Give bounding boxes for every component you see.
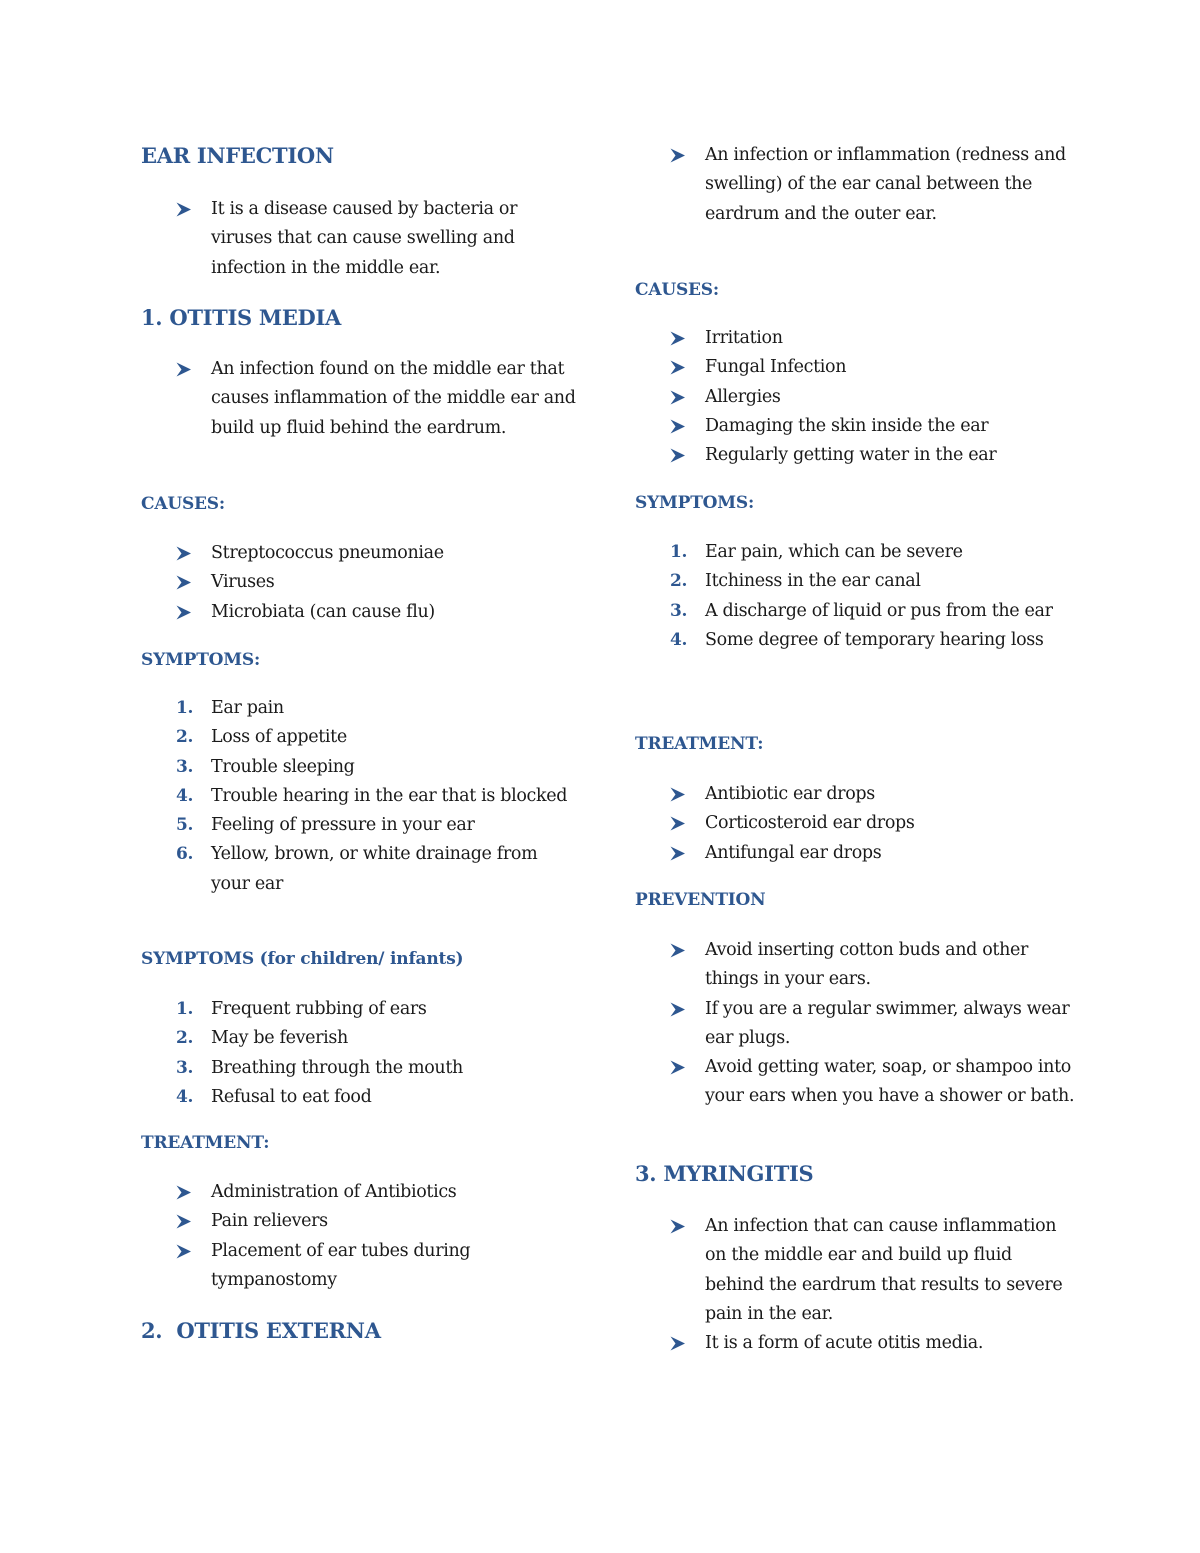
chevron-arrow-icon (669, 1212, 687, 1241)
list-number: 4. (176, 1086, 194, 1107)
chevron-arrow-icon (175, 539, 193, 568)
list-item-text: Irritation (705, 328, 783, 348)
chevron-arrow-icon (669, 1053, 687, 1082)
list-item (141, 1237, 581, 1296)
child-symptoms-block (141, 995, 581, 1112)
list-item-text: Antifungal ear drops (705, 842, 882, 863)
list-item (141, 539, 581, 568)
list-item (141, 1207, 581, 1236)
list-item (635, 1053, 1075, 1112)
subheading-treatment: TREATMENT: (141, 1133, 270, 1153)
section-heading-otitis-externa: 2. OTITIS EXTERNA (141, 1318, 381, 1343)
list-item (141, 811, 581, 840)
list-item (635, 538, 1075, 567)
chevron-arrow-icon (669, 441, 687, 470)
list-item (141, 840, 581, 899)
otitis-media-treatment-block (141, 1178, 581, 1295)
list-item (635, 839, 1075, 868)
subheading-symptoms: SYMPTOMS: (635, 493, 755, 513)
list-item (141, 753, 581, 782)
list-item-text: Breathing through the mouth (211, 1057, 463, 1078)
list-item-text: An infection found on the middle ear that causes inflammation of the middle ear and build up fluid behind the eardrum. (211, 359, 576, 438)
otitis-externa-treatment-block (635, 780, 1075, 868)
list-item-text: Pain relievers (211, 1211, 328, 1232)
chevron-arrow-icon (669, 839, 687, 868)
list-item-text: It is a form of acute otitis media. (705, 1333, 984, 1354)
prevention-block (635, 936, 1075, 1112)
list-item (141, 355, 581, 443)
otitis-media-causes-list (141, 539, 581, 627)
otitis-externa-heading-block (141, 1318, 381, 1343)
list-item-text: Placement of ear tubes during tympanostomy (211, 1240, 471, 1290)
otitis-media-description-block (141, 355, 581, 443)
otitis-media-causes-heading-block (141, 494, 225, 514)
list-item-text: Loss of appetite (211, 727, 347, 748)
subheading-causes: CAUSES: (635, 280, 719, 300)
list-number: 3. (670, 600, 688, 621)
chevron-arrow-icon (669, 412, 687, 441)
list-item-text: Streptococcus pneumoniae (211, 543, 444, 563)
intro-block (141, 195, 581, 283)
list-item (635, 383, 1075, 412)
otitis-media-symptoms-block (141, 694, 581, 899)
list-item-text: Trouble sleeping (211, 756, 355, 777)
list-item-text: Corticosteroid ear drops (705, 813, 915, 834)
list-item (141, 782, 581, 811)
list-number: 4. (176, 785, 194, 806)
list-item-text: Fungal Infection (705, 357, 847, 378)
chevron-arrow-icon (669, 809, 687, 838)
list-item (635, 441, 1075, 470)
chevron-arrow-icon (669, 1329, 687, 1358)
list-item (635, 353, 1075, 382)
list-item-text: An infection that can cause inflammation on the middle ear and build up fluid behind the eardrum that results to severe pain in the ear. (705, 1216, 1063, 1324)
list-item (635, 809, 1075, 838)
chevron-arrow-icon (669, 324, 687, 353)
chevron-arrow-icon (175, 568, 193, 597)
document-title: EAR INFECTION (141, 143, 334, 168)
otitis-media-causes-block (141, 539, 581, 627)
list-item-text: May be feverish (211, 1028, 348, 1049)
list-item (141, 1054, 581, 1083)
list-item-text: Regularly getting water in the ear (705, 445, 997, 466)
list-item (635, 936, 1075, 995)
list-item (141, 694, 581, 723)
list-number: 2. (176, 727, 194, 748)
otitis-externa-description-block (635, 141, 1075, 229)
child-symptoms-heading-block (141, 949, 463, 969)
list-item (141, 568, 581, 597)
myringitis-heading-block (635, 1161, 813, 1186)
otitis-externa-symptoms-block (635, 538, 1075, 655)
list-item-text: Trouble hearing in the ear that is blocked (211, 785, 568, 806)
chevron-arrow-icon (669, 383, 687, 412)
list-number: 4. (670, 629, 688, 650)
list-item-text: A discharge of liquid or pus from the ear (705, 600, 1053, 621)
list-item-text: An infection or inflammation (redness and swelling) of the ear canal between the eardrum and the outer ear. (705, 145, 1066, 224)
list-item (141, 1083, 581, 1112)
chevron-arrow-icon (669, 936, 687, 965)
list-number: 6. (176, 844, 194, 865)
list-item (635, 324, 1075, 353)
otitis-media-symptoms-heading-block (141, 650, 260, 670)
chevron-arrow-icon (175, 1178, 193, 1207)
list-item-text: Frequent rubbing of ears (211, 999, 427, 1019)
myringitis-description-list (635, 1212, 1075, 1358)
list-number: 1. (670, 542, 688, 562)
subheading-causes: CAUSES: (141, 494, 225, 514)
otitis-externa-symptoms-heading-block (635, 493, 754, 513)
list-item (141, 723, 581, 752)
chevron-arrow-icon (175, 1207, 193, 1236)
list-item (141, 1178, 581, 1207)
list-item-text: Yellow, brown, or white drainage from your ear (211, 844, 538, 894)
list-number: 1. (176, 698, 194, 718)
list-item-text: Antibiotic ear drops (705, 784, 875, 804)
list-item-text: Ear pain (211, 698, 284, 718)
list-item (635, 412, 1075, 441)
subheading-prevention: PREVENTION (635, 890, 766, 910)
otitis-media-treatment-list (141, 1178, 581, 1295)
chevron-arrow-icon (669, 353, 687, 382)
list-item-text: Allergies (705, 386, 781, 407)
list-item-text: Refusal to eat food (211, 1086, 372, 1107)
list-item-text: Avoid inserting cotton buds and other things in your ears. (705, 940, 1029, 990)
section-heading-myringitis: 3. MYRINGITIS (635, 1161, 814, 1186)
list-item-text: Feeling of pressure in your ear (211, 815, 475, 836)
list-item-text: Viruses (211, 572, 275, 593)
list-number: 2. (176, 1028, 194, 1049)
otitis-media-symptoms-list (141, 694, 581, 899)
subheading-symptoms: SYMPTOMS: (141, 650, 261, 670)
otitis-externa-treatment-heading-block (635, 734, 763, 754)
list-item-text: Itchiness in the ear canal (705, 571, 921, 592)
list-item-text: Some degree of temporary hearing loss (705, 629, 1044, 650)
otitis-externa-description-list (635, 141, 1075, 229)
otitis-externa-causes-block (635, 324, 1075, 470)
otitis-externa-treatment-list (635, 780, 1075, 868)
list-item (635, 626, 1075, 655)
chevron-arrow-icon (175, 195, 193, 224)
list-item (635, 567, 1075, 596)
list-item (141, 1024, 581, 1053)
list-number: 1. (176, 999, 194, 1019)
list-item (635, 995, 1075, 1054)
prevention-heading-block (635, 890, 766, 910)
list-item (635, 780, 1075, 809)
list-item-text: Ear pain, which can be severe (705, 542, 963, 562)
otitis-media-treatment-heading-block (141, 1133, 269, 1153)
otitis-externa-causes-heading-block (635, 280, 719, 300)
section-heading-otitis-media: 1. OTITIS MEDIA (141, 305, 341, 330)
list-item (141, 995, 581, 1024)
otitis-media-description-list (141, 355, 581, 443)
subheading-child-symptoms: SYMPTOMS (for children/ infants) (141, 949, 464, 969)
chevron-arrow-icon (175, 355, 193, 384)
otitis-externa-symptoms-list (635, 538, 1075, 655)
list-item-text: Administration of Antibiotics (211, 1182, 457, 1202)
chevron-arrow-icon (669, 141, 687, 170)
list-item-text: Damaging the skin inside the ear (705, 415, 989, 436)
list-number: 2. (670, 571, 688, 592)
list-item-text: It is a disease caused by bacteria or viruses that can cause swelling and infection in the middle ear. (211, 199, 518, 278)
intro-list (141, 195, 581, 283)
subheading-treatment: TREATMENT: (635, 734, 764, 754)
list-item (141, 195, 581, 283)
child-symptoms-list (141, 995, 581, 1112)
list-item (635, 141, 1075, 229)
chevron-arrow-icon (175, 598, 193, 627)
myringitis-description-block (635, 1212, 1075, 1358)
list-number: 3. (176, 756, 194, 777)
chevron-arrow-icon (669, 995, 687, 1024)
list-item (635, 1329, 1075, 1358)
prevention-list (635, 936, 1075, 1112)
list-item (635, 1212, 1075, 1329)
list-number: 3. (176, 1057, 194, 1078)
list-number: 5. (176, 815, 194, 836)
chevron-arrow-icon (175, 1237, 193, 1266)
otitis-externa-causes-list (635, 324, 1075, 470)
list-item (141, 598, 581, 627)
list-item (635, 597, 1075, 626)
document-title-block (141, 143, 334, 168)
list-item-text: Avoid getting water, soap, or shampoo into your ears when you have a shower or bath. (705, 1057, 1075, 1107)
list-item-text: If you are a regular swimmer, always wear ear plugs. (705, 998, 1070, 1048)
chevron-arrow-icon (669, 780, 687, 809)
otitis-media-heading-block (141, 305, 341, 330)
list-item-text: Microbiata (can cause flu) (211, 601, 435, 622)
